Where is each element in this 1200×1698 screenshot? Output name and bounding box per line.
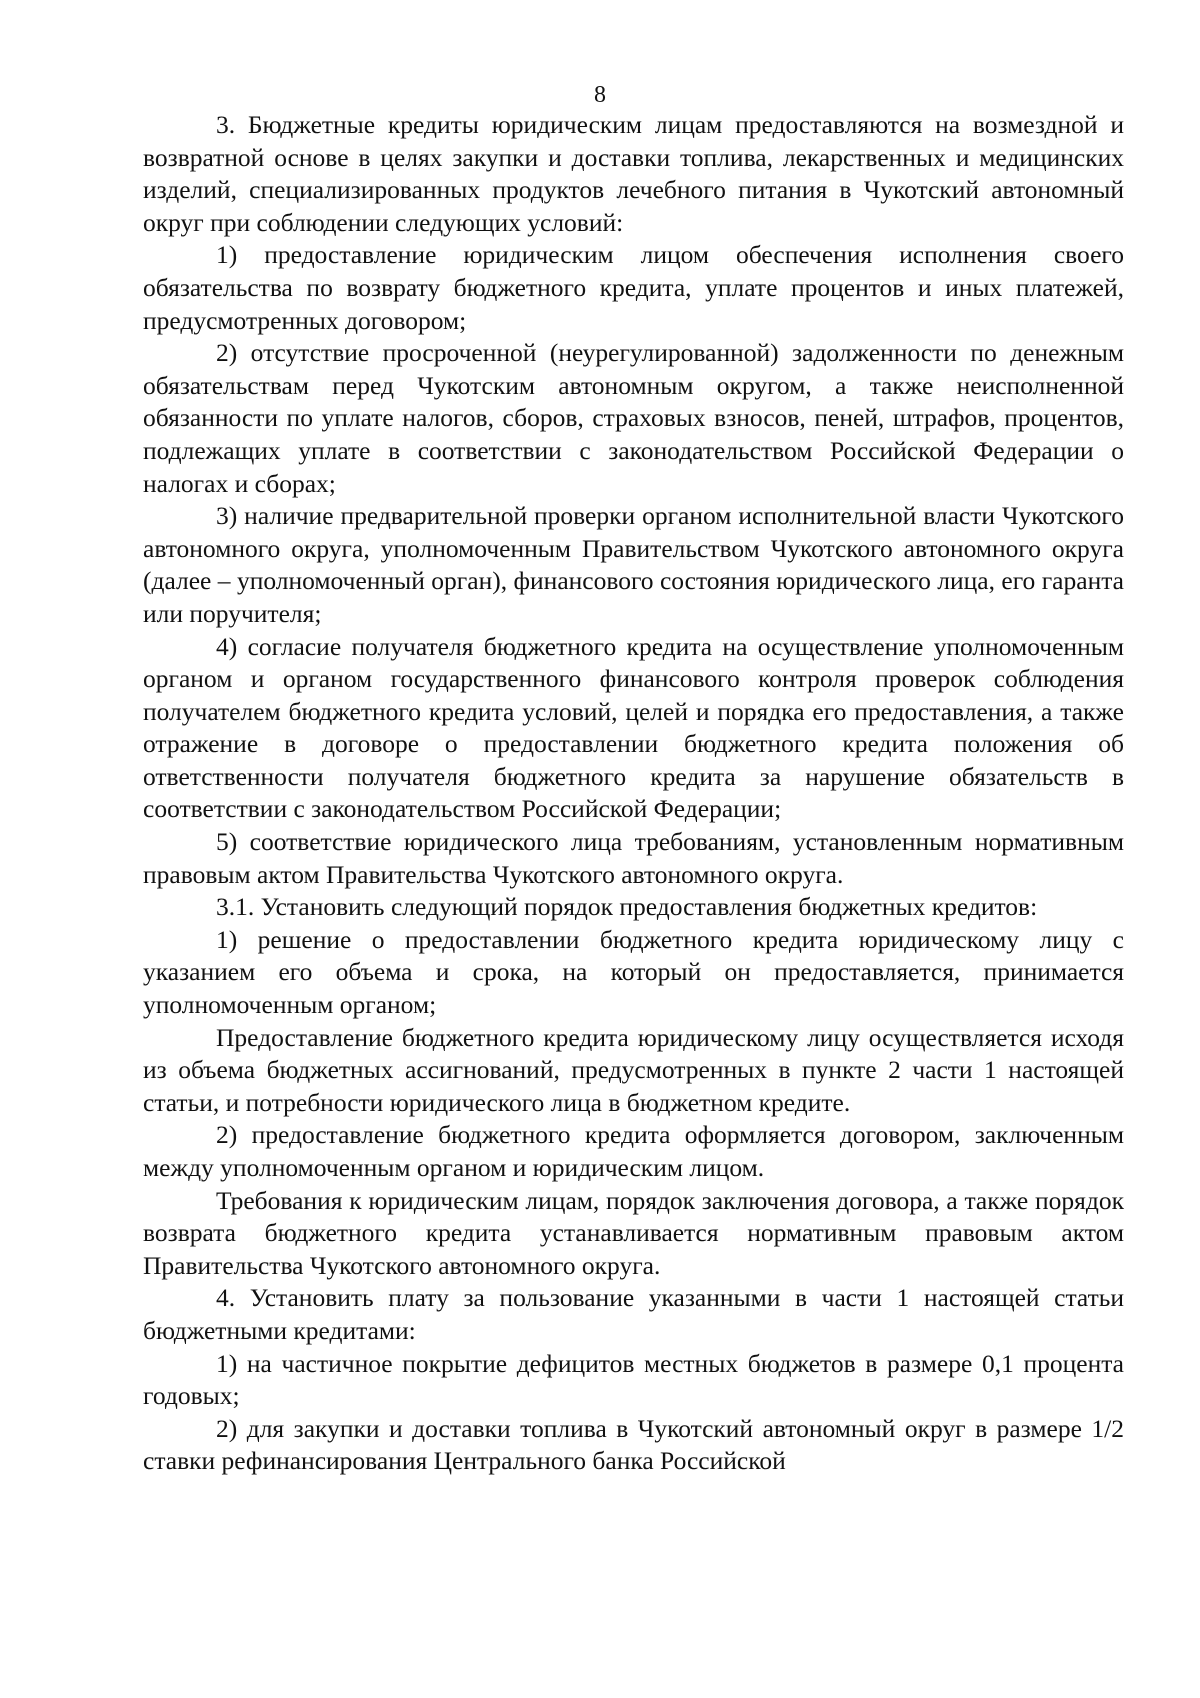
paragraph-3-1-item-2: 2) предоставление бюджетного кредита оформляется договором, заключенным между уполномоченным органом и юридическим лицом.	[143, 1120, 1124, 1182]
paragraph-3-item-5: 5) соответствие юридического лица требованиям, установленным нормативным правовым актом Правительства Чукотского автономного округа.	[143, 827, 1124, 889]
paragraph-3-1-provision-basis: Предоставление бюджетного кредита юридическому лицу осуществляется исходя из объема бюджетных ассигнований, предусмотренных в пункте 2 части 1 настоящей статьи, и потребности юридического лица в бюджетном кредите.	[143, 1022, 1124, 1117]
paragraph-3-item-1: 1) предоставление юридическим лицом обеспечения исполнения своего обязательства по возврату бюджетного кредита, уплате процентов и иных платежей, предусмотренных договором;	[143, 240, 1124, 335]
paragraph-3-item-3: 3) наличие предварительной проверки органом исполнительной власти Чукотского автономного округа, уполномоченным Правительством Чукотского автономного округа (далее – уполномоченный орган), финансового состояния юридического лица, его гаранта или поручителя;	[143, 501, 1124, 628]
paragraph-4-fee: 4. Установить плату за пользование указанными в части 1 настоящей статьи бюджетными кредитами:	[143, 1283, 1124, 1345]
paragraph-3-item-4: 4) согласие получателя бюджетного кредита на осуществление уполномоченным органом и органом государственного финансового контроля проверок соблюдения получателем бюджетного кредита условий, целей и порядка его предоставления, а также отражение в договоре о предоставлении бюджетного кредита положения об ответственности получателя бюджетного кредита за нарушение обязательств в соответствии с законодательством Российской Федерации;	[143, 631, 1124, 824]
paragraph-3-1-item-1: 1) решение о предоставлении бюджетного кредита юридическому лицу с указанием его объема и срока, на который он предоставляется, принимается уполномоченным органом;	[143, 924, 1124, 1020]
paragraph-4-item-1: 1) на частичное покрытие дефицитов местных бюджетов в размере 0,1 процента годовых;	[143, 1348, 1124, 1411]
page-number: 8	[594, 82, 606, 108]
paragraph-4-item-2: 2) для закупки и доставки топлива в Чукотский автономный округ в размере 1/2 ставки рефинансирования Центрального банка Российской	[143, 1413, 1124, 1476]
paragraph-3-1-procedure: 3.1. Установить следующий порядок предоставления бюджетных кредитов:	[216, 892, 1038, 922]
document-body	[143, 109, 1124, 1478]
paragraph-3-item-2: 2) отсутствие просроченной (неурегулированной) задолженности по денежным обязательствам перед Чукотским автономным округом, а также неисполненной обязанности по уплате налогов, сборов, страховых взносов, пеней, штрафов, процентов, подлежащих уплате в соответствии с законодательством Российской Федерации о налогах и сборах;	[143, 338, 1124, 498]
paragraph-3-budget-credits: 3. Бюджетные кредиты юридическим лицам предоставляются на возмездной и возвратной основе в целях закупки и доставки топлива, лекарственных и медицинских изделий, специализированных продуктов лечебного питания в Чукотский автономный округ при соблюдении следующих условий:	[143, 110, 1124, 237]
paragraph-3-1-requirements: Требования к юридическим лицам, порядок заключения договора, а также порядок возврата бюджетного кредита устанавливается нормативным правовым актом Правительства Чукотского автономного округа.	[143, 1185, 1124, 1280]
